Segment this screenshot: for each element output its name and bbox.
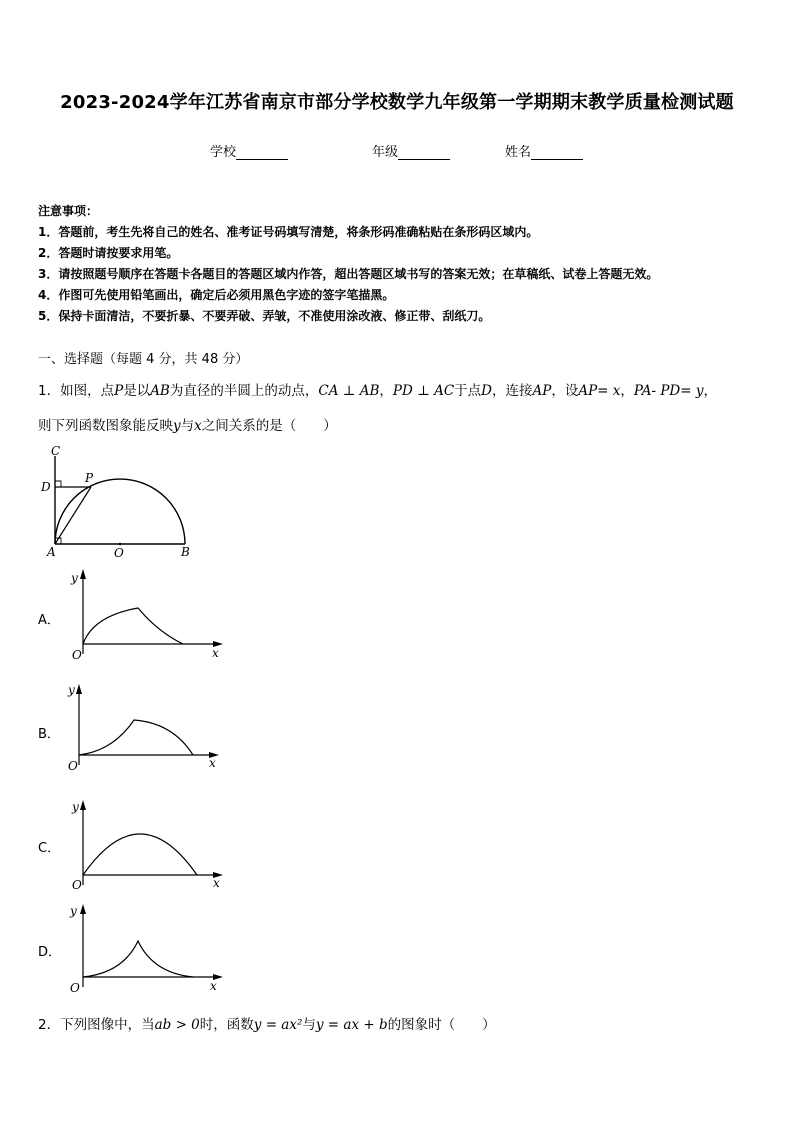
name-label: 姓名 xyxy=(505,145,532,160)
axis-y-label: y xyxy=(71,571,78,585)
semicircle-arc xyxy=(55,479,185,544)
origin-label: O xyxy=(68,759,78,773)
school-blank[interactable] xyxy=(236,147,288,160)
section-heading: 一、选择题（每题 4 分，共 48 分） xyxy=(38,352,249,367)
label-c: C xyxy=(51,444,61,458)
axis-x-label: x xyxy=(212,646,219,660)
note-item: 4．作图可先使用铅笔画出，确定后必须用黑色字迹的签字笔描黑。 xyxy=(38,288,395,302)
note-item: 5．保持卡面清洁，不要折暴、不要弄破、弄皱，不准使用涂改液、修正带、刮纸刀。 xyxy=(38,309,491,323)
note-item: 3．请按照题号顺序在答题卡各题目的答题区域内作答，超出答题区域书写的答案无效；在草稿纸、试卷上答题无效。 xyxy=(38,267,659,281)
right-angle-d xyxy=(55,481,61,487)
axis-x-label: x xyxy=(209,756,216,770)
curve-a xyxy=(83,608,183,644)
axis-y-label: y xyxy=(70,904,77,918)
curve-c xyxy=(83,834,197,875)
center-dot xyxy=(119,543,122,546)
origin-label: O xyxy=(72,878,82,892)
school-field xyxy=(210,141,288,160)
label-p: P xyxy=(85,471,94,485)
origin-label: O xyxy=(72,648,82,662)
option-d-label[interactable]: D． xyxy=(38,945,62,960)
label-a: A xyxy=(47,545,56,559)
semicircle-figure xyxy=(36,444,196,562)
label-d: D xyxy=(41,480,51,494)
page-title: 2023-2024学年江苏省南京市部分学校数学九年级第一学期期末教学质量检测试题 xyxy=(60,92,734,113)
question-1-line-2: 则下列函数图象能反映y与x之间关系的是（ ） xyxy=(38,418,337,434)
note-item: 2．答题时请按要求用笔。 xyxy=(38,246,179,260)
grade-field xyxy=(372,141,450,160)
school-label: 学校 xyxy=(210,145,237,160)
notes-block xyxy=(38,201,658,327)
grade-blank[interactable] xyxy=(398,147,450,160)
question-2: 2．下列图像中，当ab > 0时，函数y = ax²与y = ax + b的图象时（ ） xyxy=(38,1017,496,1033)
option-a-label[interactable]: A． xyxy=(38,613,60,628)
option-b-label[interactable]: B． xyxy=(38,727,60,742)
curve-d xyxy=(83,941,193,977)
name-blank[interactable] xyxy=(531,147,583,160)
axis-y-label: y xyxy=(68,683,75,697)
option-d-graph[interactable] xyxy=(58,901,228,998)
option-b-graph[interactable] xyxy=(58,681,228,778)
name-field xyxy=(505,141,583,160)
line-ap xyxy=(55,487,91,544)
axis-x-label: x xyxy=(210,979,217,993)
axis-y-label: y xyxy=(72,800,79,814)
label-b: B xyxy=(181,545,190,559)
question-1-line-1: 1．如图，点P是以AB为直径的半圆上的动点，CA ⊥ AB，PD ⊥ AC于点D，连接AP，设AP= x，PA- PD= y， xyxy=(38,383,717,399)
option-c-graph[interactable] xyxy=(58,797,228,894)
notes-heading: 注意事项： xyxy=(38,204,99,218)
origin-label: O xyxy=(70,981,80,995)
option-c-label[interactable]: C． xyxy=(38,841,61,856)
option-a-graph[interactable] xyxy=(58,566,228,663)
note-item: 1．答题前，考生先将自己的姓名、准考证号码填写清楚，将条形码准确粘贴在条形码区域内。 xyxy=(38,225,539,239)
grade-label: 年级 xyxy=(372,145,399,160)
axis-x-label: x xyxy=(213,876,220,890)
curve-b xyxy=(79,720,193,755)
label-o: O xyxy=(114,546,124,560)
